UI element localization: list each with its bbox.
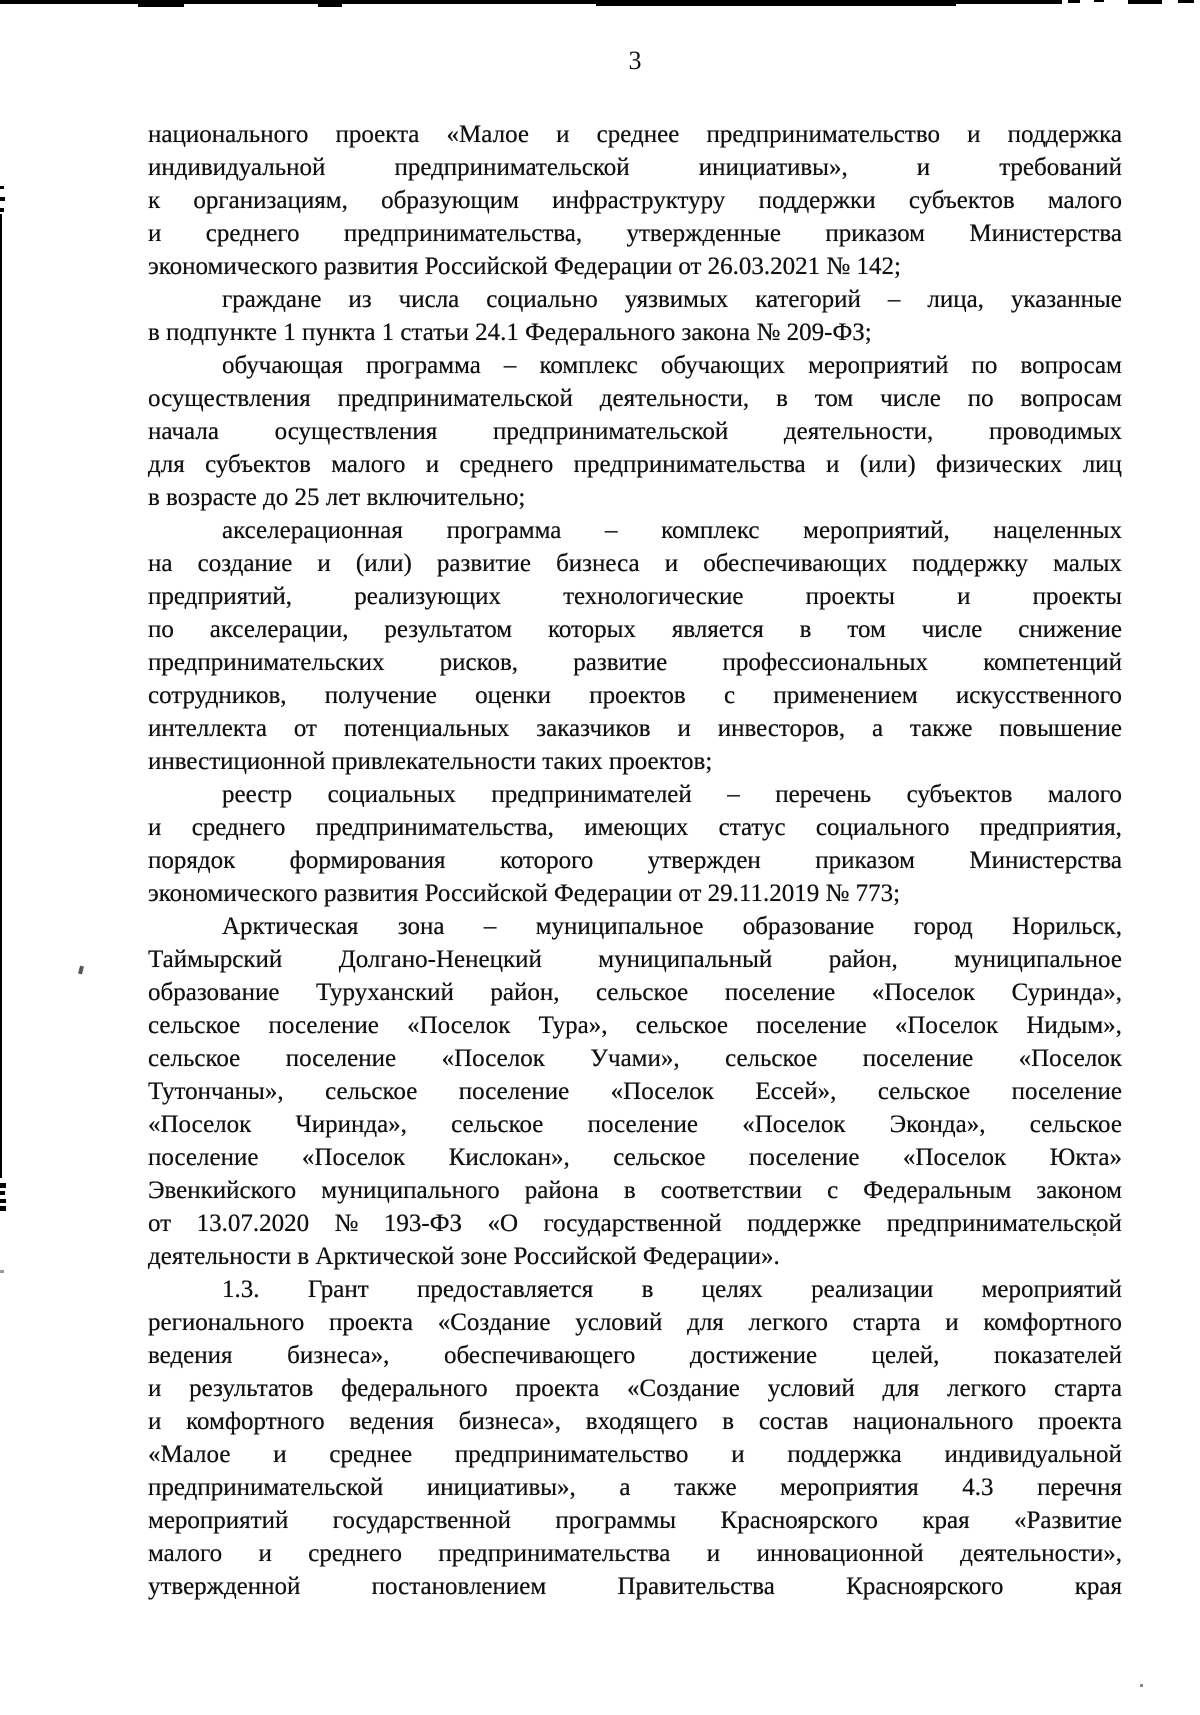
text-line: к организациям, образующим инфраструктуру поддержки субъектов малого — [148, 187, 1122, 214]
scan-artifact-left-dash — [0, 208, 4, 212]
text-line: предприятий, реализующих технологические проекты и проекты — [148, 583, 1122, 610]
text-line: сотрудников, получение оценки проектов с применением искусственного — [148, 682, 1122, 709]
text-line: национального проекта «Малое и среднее предпринимательство и поддержка — [148, 121, 1122, 148]
text-line: Эвенкийского муниципального района в соответствии с Федеральным законом — [148, 1177, 1122, 1204]
text-line: порядок формирования которого утвержден приказом Министерства — [148, 847, 1122, 874]
scan-artifact-left-tick — [0, 1199, 6, 1203]
text-line: для субъектов малого и среднего предпринимательства и (или) физических лиц — [148, 451, 1122, 478]
text-line: обучающая программа – комплекс обучающих мероприятий по вопросам — [222, 352, 1122, 379]
text-line: Таймырский Долгано-Ненецкий муниципальный район, муниципальное — [148, 946, 1122, 973]
text-line: сельское поселение «Поселок Учами», сельское поселение «Поселок — [148, 1045, 1122, 1072]
text-line: Арктическая зона – муниципальное образование город Норильск, — [222, 913, 1122, 940]
text-line: и среднего предпринимательства, имеющих статус социального предприятия, — [148, 814, 1122, 841]
scan-artifact-top-dash — [1068, 0, 1080, 3]
scan-artifact-top-segment — [596, 0, 956, 6]
text-line: реестр социальных предпринимателей – перечень субъектов малого — [222, 781, 1122, 808]
text-line: предпринимательской инициативы», а также мероприятия 4.3 перечня — [148, 1474, 1122, 1501]
text-line: интеллекта от потенциальных заказчиков и инвесторов, а также повышение — [148, 715, 1122, 742]
scan-artifact-left-dash — [0, 186, 4, 189]
scan-artifact-left-tick — [0, 1191, 5, 1195]
text-line: и среднего предпринимательства, утвержденные приказом Министерства — [148, 220, 1122, 247]
text-line: «Малое и среднее предпринимательство и поддержка индивидуальной — [148, 1441, 1122, 1468]
text-line: ведения бизнеса», обеспечивающего достижение целей, показателей — [148, 1342, 1122, 1369]
scan-artifact-top-segment — [138, 0, 184, 7]
text-line: начала осуществления предпринимательской деятельности, проводимых — [148, 418, 1122, 445]
text-line: образование Туруханский район, сельское поселение «Поселок Суринда», — [148, 979, 1122, 1006]
document-body — [148, 118, 1122, 1603]
text-line: на создание и (или) развитие бизнеса и обеспечивающих поддержку малых — [148, 550, 1122, 577]
scan-artifact-left-line — [0, 214, 2, 1178]
text-line: поселение «Поселок Кислокан», сельское поселение «Поселок Юкта» — [148, 1144, 1122, 1171]
text-line: и результатов федерального проекта «Создание условий для легкого старта — [148, 1375, 1122, 1402]
text-line: экономического развития Российской Федерации от 29.11.2019 № 773; — [148, 880, 901, 907]
text-line: Тутончаны», сельское поселение «Поселок Ессей», сельское поселение — [148, 1078, 1122, 1105]
scan-artifact-left-dash — [0, 197, 5, 201]
text-line: индивидуальной предпринимательской инициативы», и требований — [148, 154, 1122, 181]
text-line: деятельности в Арктической зоне Российской Федерации». — [148, 1243, 780, 1270]
text-line: и комфортного ведения бизнеса», входящего в состав национального проекта — [148, 1408, 1122, 1435]
scan-artifact-top-dash — [1094, 0, 1104, 2]
scan-artifact-left-tick — [0, 1183, 6, 1188]
scan-artifact-speck — [78, 966, 84, 975]
text-line: утвержденной постановлением Правительства Красноярского края — [148, 1573, 1122, 1600]
text-line: осуществления предпринимательской деятельности, в том числе по вопросам — [148, 385, 1122, 412]
text-line: регионального проекта «Создание условий для легкого старта и комфортного — [148, 1309, 1122, 1336]
text-line: «Поселок Чиринда», сельское поселение «Поселок Эконда», сельское — [148, 1111, 1122, 1138]
text-line: в подпункте 1 пункта 1 статьи 24.1 Федерального закона № 209-ФЗ; — [148, 319, 872, 346]
text-line: в возрасте до 25 лет включительно; — [148, 484, 526, 511]
text-line: экономического развития Российской Федерации от 26.03.2021 № 142; — [148, 253, 901, 280]
page-number: 3 — [628, 46, 642, 75]
text-line: от 13.07.2020 № 193-ФЗ «О государственной поддержке предпринимательской — [148, 1210, 1122, 1237]
text-line: предпринимательских рисков, развитие профессиональных компетенций — [148, 649, 1122, 676]
scan-artifact-top-dash — [1178, 0, 1194, 3]
text-line: сельское поселение «Поселок Тура», сельское поселение «Поселок Нидым», — [148, 1012, 1122, 1039]
text-line: по акселерации, результатом которых является в том числе снижение — [148, 616, 1122, 643]
text-line: граждане из числа социально уязвимых категорий – лица, указанные — [222, 286, 1122, 313]
text-line: инвестиционной привлекательности таких проектов; — [148, 748, 713, 775]
text-line: акселерационная программа – комплекс мероприятий, нацеленных — [222, 517, 1122, 544]
scan-artifact-top-dash — [1128, 0, 1162, 4]
scan-artifact-speck — [1140, 1684, 1143, 1687]
text-line: малого и среднего предпринимательства и инновационной деятельности», — [148, 1540, 1122, 1567]
scan-artifact-top-segment — [318, 0, 342, 7]
scan-artifact-left-gray-dash — [0, 1270, 4, 1273]
text-line: 1.3. Грант предоставляется в целях реализации мероприятий — [222, 1276, 1122, 1303]
scan-artifact-left-tick — [0, 1206, 6, 1211]
text-line: мероприятий государственной программы Красноярского края «Развитие — [148, 1507, 1122, 1534]
